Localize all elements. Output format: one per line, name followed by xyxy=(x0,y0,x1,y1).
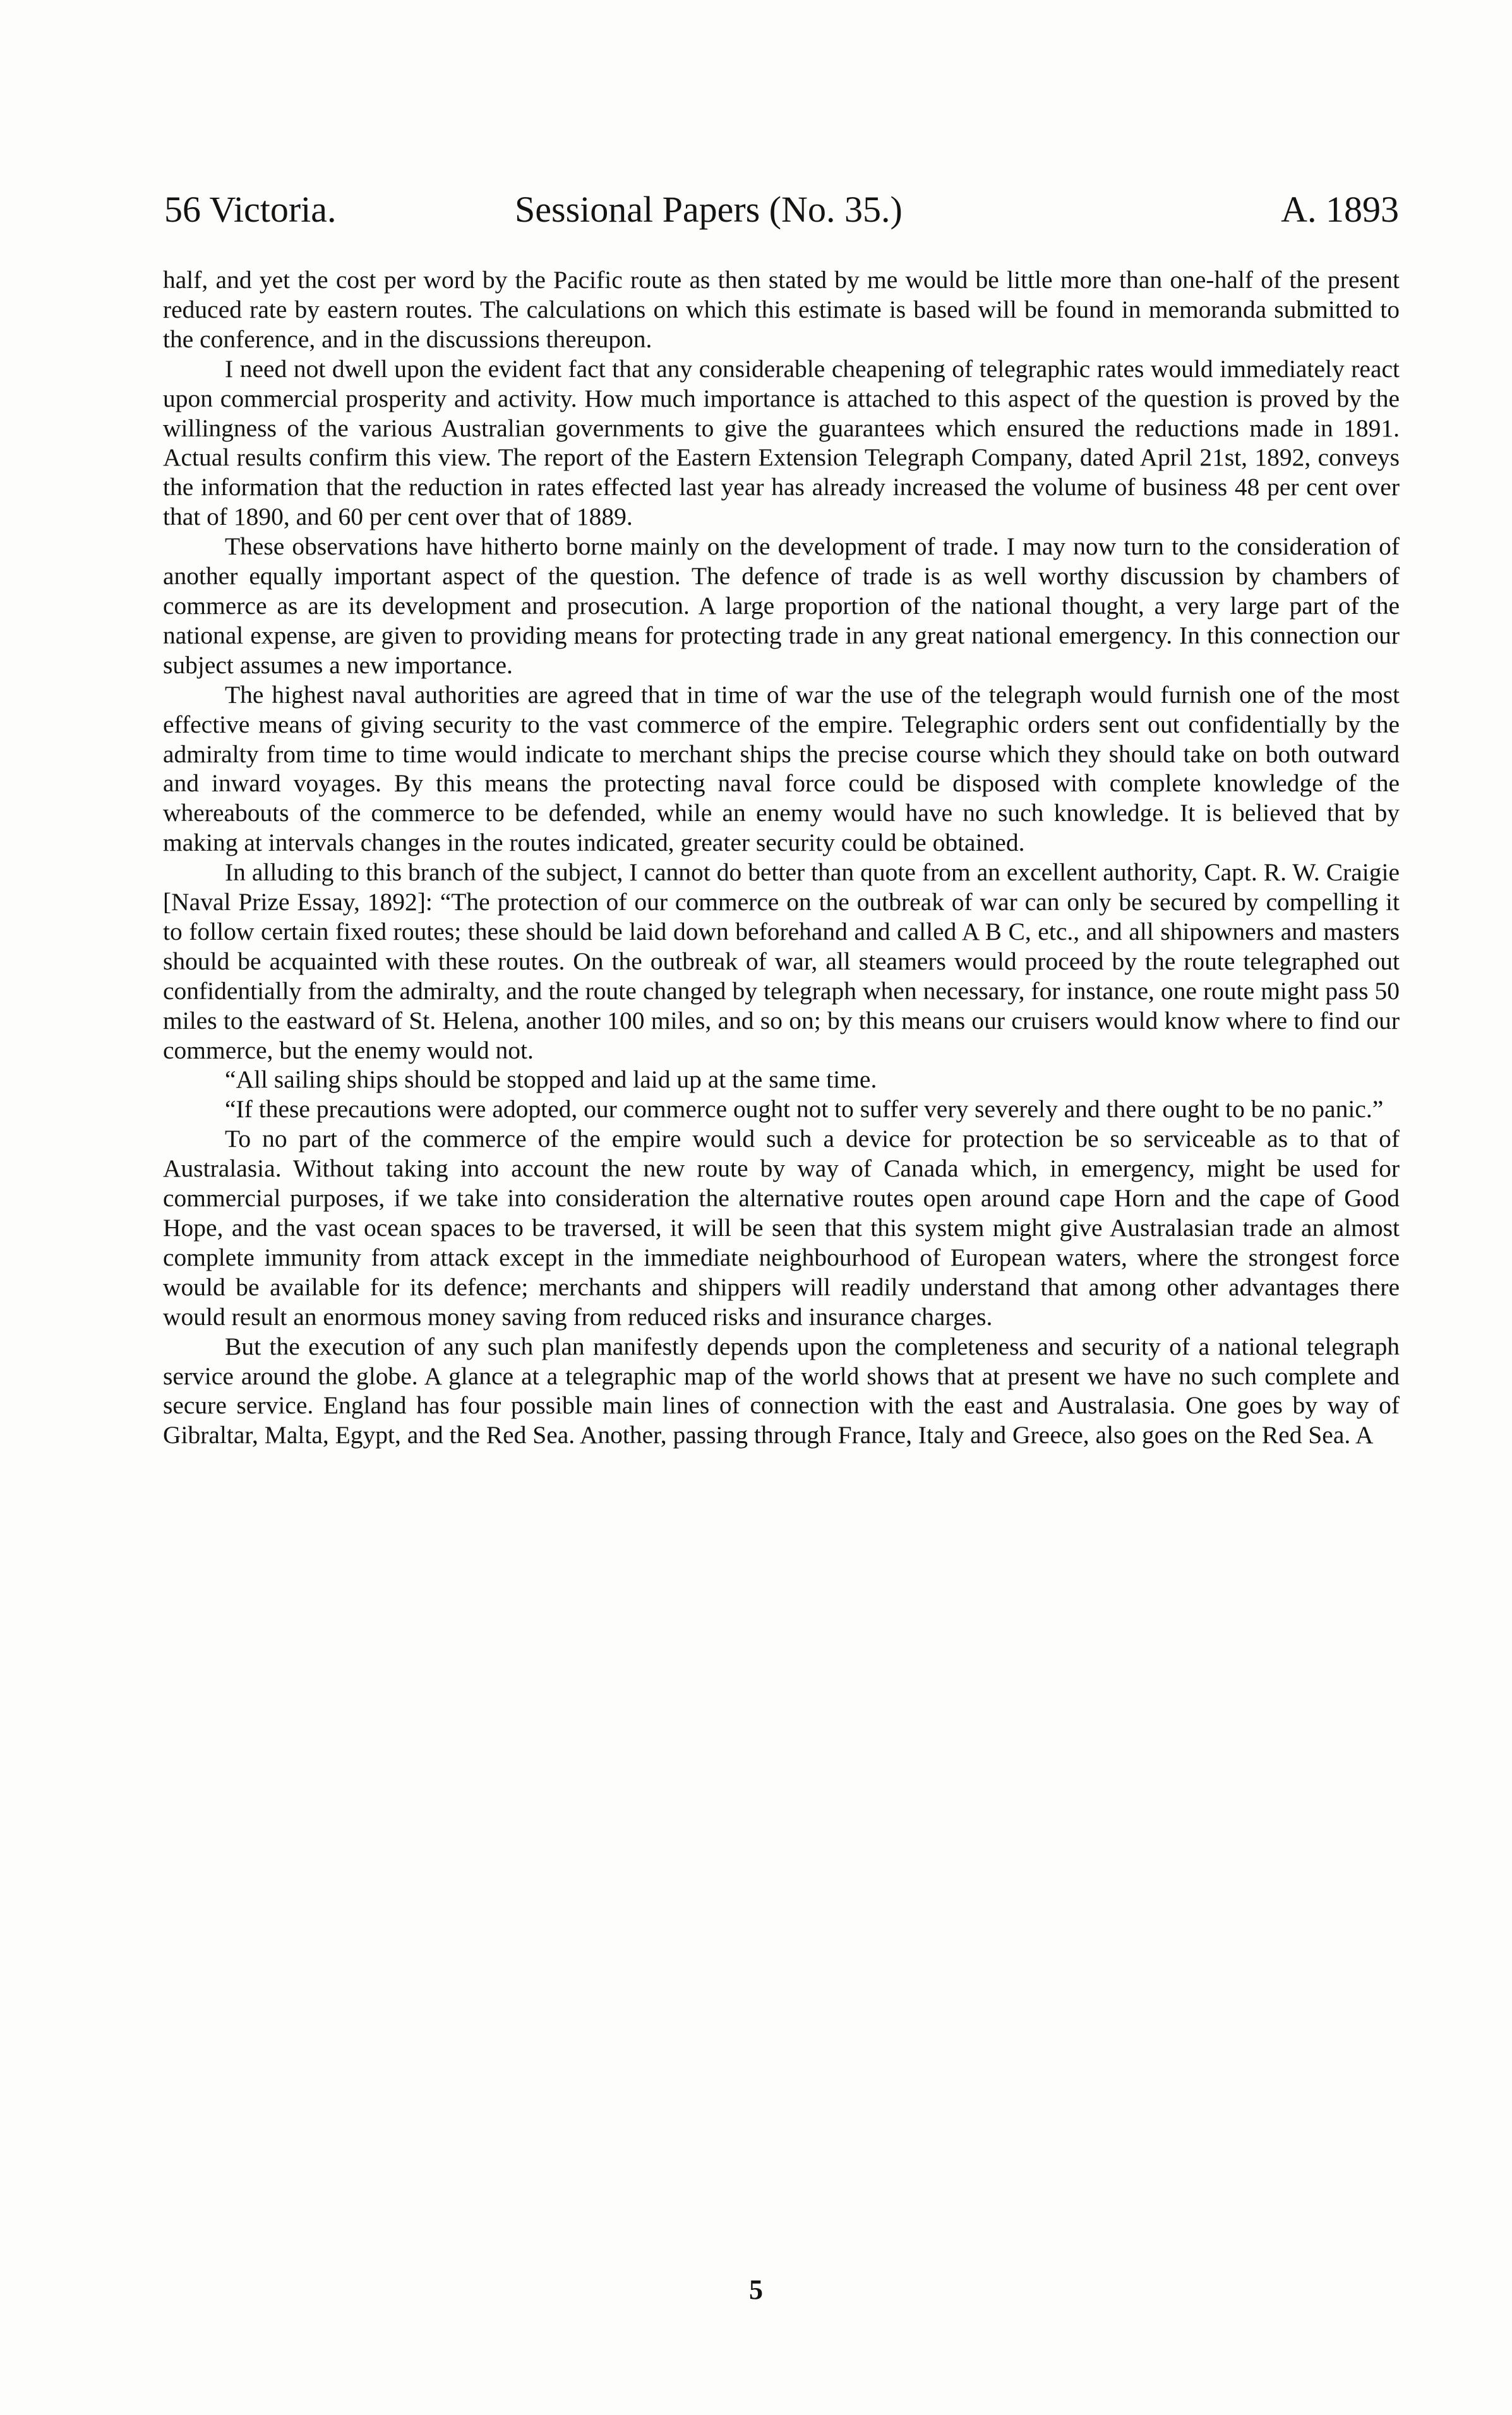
header-session: 56 Victoria. xyxy=(164,189,337,230)
header-year: A. 1893 xyxy=(1281,189,1399,230)
paragraph: “All sailing ships should be stopped and laid up at the same time. xyxy=(225,1065,877,1094)
paragraph: I need not dwell upon the evident fact that any considerable cheapening of telegraphic rates would immediately react upon commercial prosperity and activity. How much importance is attached to this aspect of the question is proved by the willingness of the various Australian governments to give the guarantees which ensured the reductions made in 1891. Actual results confirm this view. The report of the Eastern Extension Telegraph Company, dated April 21st, 1892, conveys the information that the reduction in rates effected last year has already increased the volume of business 48 per cent over that of 1890, and 60 per cent over that of 1889. xyxy=(163,354,1400,531)
paragraph: To no part of the commerce of the empire would such a device for protection be so serviceable as to that of Australasia. Without taking into account the new route by way of Canada which, in emergency, might be used for commercial purposes, if we take into consideration the alternative routes open around cape Horn and the cape of Good Hope, and the vast ocean spaces to be traversed, it will be seen that this system might give Australasian trade an almost complete immunity from attack except in the immediate neighbourhood of European waters, where the strongest force would be available for its defence; merchants and shippers will readily understand that among other advantages there would result an enormous money saving from reduced risks and insurance charges. xyxy=(163,1125,1400,1331)
paragraph: half, and yet the cost per word by the Pacific route as then stated by me would be little more than one-half of the present reduced rate by eastern routes. The calculations on which this estimate is based will be found in memoranda submitted to the conference, and in the discussions thereupon. xyxy=(163,266,1400,353)
paragraph: In alluding to this branch of the subject, I cannot do better than quote from an excellent authority, Capt. R. W. Craigie [Naval Prize Essay, 1892]: “The protection of our commerce on the outbreak of war can only be secured by compelling it to follow certain fixed routes; these should be laid down beforehand and called A B C, etc., and all shipowners and masters should be acquainted with these routes. On the outbreak of war, all steamers would proceed by the route telegraphed out confidentially from the admiralty, and the route changed by telegraph when necessary, for instance, one route might pass 50 miles to the eastward of St. Helena, another 100 miles, and so on; by this means our cruisers would know where to find our commerce, but the enemy would not. xyxy=(163,858,1400,1064)
paragraph: “If these precautions were adopted, our commerce ought not to suffer very severely and there ought to be no panic.” xyxy=(225,1095,1384,1124)
running-header xyxy=(164,184,1399,235)
paragraph: But the execution of any such plan manifestly depends upon the completeness and security of a national telegraph service around the globe. A glance at a telegraphic map of the world shows that at present we have no such complete and secure service. England has four possible main lines of connection with the east and Australasia. One goes by way of Gibraltar, Malta, Egypt, and the Red Sea. Another, passing through France, Italy and Greece, also goes on the Red Sea. A xyxy=(163,1332,1400,1449)
body-text xyxy=(163,265,1400,2286)
page-number: 5 xyxy=(749,2274,763,2305)
header-title: Sessional Papers (No. 35.) xyxy=(515,189,903,230)
paragraph: The highest naval authorities are agreed that in time of war the use of the telegraph would furnish one of the most effective means of giving security to the vast commerce of the empire. Telegraphic orders sent out confidentially by the admiralty from time to time would indicate to merchant ships the precise course which they should take on both outward and inward voyages. By this means the protecting naval force could be disposed with complete knowledge of the whereabouts of the commerce to be defended, while an enemy would have no such knowledge. It is believed that by making at intervals changes in the routes indicated, greater security could be obtained. xyxy=(163,680,1400,857)
paragraph: These observations have hitherto borne mainly on the development of trade. I may now turn to the consideration of another equally important aspect of the question. The defence of trade is as well worthy discussion by chambers of commerce as are its development and prosecution. A large proportion of the national thought, a very large part of the national expense, are given to providing means for protecting trade in any great national emergency. In this connection our subject assumes a new importance. xyxy=(163,532,1400,679)
